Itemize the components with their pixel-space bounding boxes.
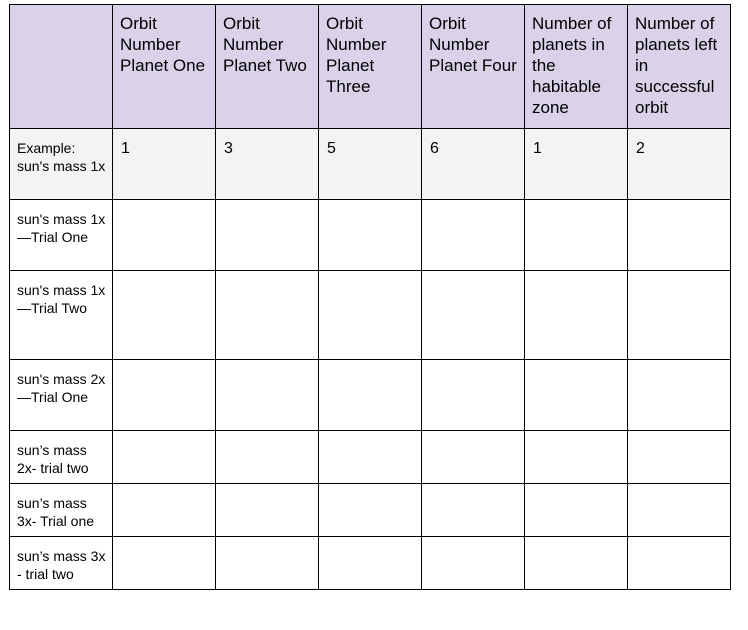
header-label: Number of planets left in successful orbit: [635, 14, 718, 117]
cell-value: [422, 360, 524, 370]
cell-value: [628, 431, 730, 441]
row-label: sun’s mass 3x- Trial one: [17, 495, 95, 529]
table-cell[interactable]: [113, 129, 216, 200]
cell-value: [628, 484, 730, 494]
cell-value: [113, 537, 215, 547]
row-label-cell: [10, 431, 113, 484]
header-cell-habitable-zone: [525, 5, 628, 129]
table-cell[interactable]: [319, 200, 422, 271]
table-cell[interactable]: [525, 537, 628, 590]
table-cell[interactable]: [216, 360, 319, 431]
header-label: Orbit Number Planet Three: [326, 14, 387, 96]
table-cell[interactable]: [628, 484, 731, 537]
table-cell[interactable]: [628, 537, 731, 590]
cell-value: 5: [327, 140, 336, 157]
data-table: [9, 4, 731, 590]
cell-value: [113, 431, 215, 441]
cell-value: [422, 484, 524, 494]
cell-value: 1: [121, 140, 130, 157]
header-cell-planet-one: [113, 5, 216, 129]
cell-value: [113, 360, 215, 370]
row-label: sun’s mass 2x- trial two: [17, 442, 89, 476]
table-cell[interactable]: [525, 271, 628, 360]
table-cell[interactable]: [216, 537, 319, 590]
cell-value: [216, 360, 318, 370]
table-row-trial: [10, 537, 731, 590]
header-row: [10, 5, 731, 129]
cell-value: [422, 431, 524, 441]
cell-value: [216, 484, 318, 494]
header-cell-blank: [10, 5, 113, 129]
cell-value: [422, 200, 524, 210]
cell-value: [525, 537, 627, 547]
header-label: Orbit Number Planet One: [120, 14, 206, 75]
cell-value: [628, 360, 730, 370]
cell-value: [628, 537, 730, 547]
table-row-trial: [10, 271, 731, 360]
header-cell-successful-orbit: [628, 5, 731, 129]
cell-value: [319, 431, 421, 441]
header-label: Orbit Number Planet Four: [429, 14, 517, 75]
table-cell[interactable]: [113, 360, 216, 431]
table-cell[interactable]: [319, 129, 422, 200]
table-row-trial: [10, 431, 731, 484]
table-cell[interactable]: [525, 129, 628, 200]
table-cell[interactable]: [628, 360, 731, 431]
cell-value: [113, 271, 215, 281]
table-cell[interactable]: [216, 271, 319, 360]
table-row-trial: [10, 200, 731, 271]
table-cell[interactable]: [216, 431, 319, 484]
cell-value: 2: [636, 140, 645, 157]
cell-value: [628, 271, 730, 281]
cell-value: [422, 271, 524, 281]
table-cell[interactable]: [422, 271, 525, 360]
cell-value: [628, 200, 730, 210]
table-cell[interactable]: [319, 360, 422, 431]
table-cell[interactable]: [525, 431, 628, 484]
cell-value: [113, 484, 215, 494]
table-row-example: [10, 129, 731, 200]
table-cell[interactable]: [628, 129, 731, 200]
table-row-trial: [10, 360, 731, 431]
header-label: Orbit Number Planet Two: [223, 14, 307, 75]
table-cell[interactable]: [422, 129, 525, 200]
table-cell[interactable]: [113, 484, 216, 537]
table-cell[interactable]: [113, 537, 216, 590]
table-cell[interactable]: [422, 360, 525, 431]
cell-value: [319, 360, 421, 370]
cell-value: [113, 200, 215, 210]
table-cell[interactable]: [319, 537, 422, 590]
header-label: Number of planets in the habitable zone: [532, 14, 612, 117]
cell-value: [525, 271, 627, 281]
row-label-cell: [10, 271, 113, 360]
row-label-cell: [10, 537, 113, 590]
row-label: sun's mass 1x—Trial Two: [17, 282, 106, 316]
table-cell[interactable]: [422, 537, 525, 590]
table-cell[interactable]: [422, 431, 525, 484]
row-label: sun’s mass 3x - trial two: [17, 548, 106, 582]
cell-value: 3: [224, 140, 233, 157]
table-cell[interactable]: [628, 431, 731, 484]
cell-value: [216, 271, 318, 281]
cell-value: [422, 537, 524, 547]
cell-value: [319, 537, 421, 547]
cell-value: [216, 200, 318, 210]
header-cell-planet-four: [422, 5, 525, 129]
cell-value: [319, 484, 421, 494]
table-cell[interactable]: [113, 271, 216, 360]
table-cell[interactable]: [422, 484, 525, 537]
table-cell[interactable]: [628, 271, 731, 360]
table-cell[interactable]: [113, 200, 216, 271]
cell-value: 6: [430, 140, 439, 157]
cell-value: 1: [533, 140, 542, 157]
row-label-cell: [10, 484, 113, 537]
cell-value: [216, 431, 318, 441]
row-label-cell: [10, 200, 113, 271]
header-cell-planet-three: [319, 5, 422, 129]
table-cell[interactable]: [525, 360, 628, 431]
row-label: sun's mass 1x—Trial One: [17, 211, 106, 245]
table-cell[interactable]: [525, 200, 628, 271]
table-cell[interactable]: [319, 484, 422, 537]
header-cell-planet-two: [216, 5, 319, 129]
table-cell[interactable]: [216, 129, 319, 200]
table-cell[interactable]: [422, 200, 525, 271]
cell-value: [319, 200, 421, 210]
cell-value: [525, 431, 627, 441]
cell-value: [319, 271, 421, 281]
table-cell[interactable]: [216, 200, 319, 271]
table-cell[interactable]: [113, 431, 216, 484]
table-cell[interactable]: [628, 200, 731, 271]
cell-value: [525, 360, 627, 370]
row-label-cell: [10, 360, 113, 431]
row-label-cell: [10, 129, 113, 200]
table-cell[interactable]: [319, 271, 422, 360]
cell-value: [525, 200, 627, 210]
cell-value: [525, 484, 627, 494]
cell-value: [216, 537, 318, 547]
table-cell[interactable]: [525, 484, 628, 537]
table-cell[interactable]: [216, 484, 319, 537]
row-label: sun's mass 2x—Trial One: [17, 371, 106, 405]
table-row-trial: [10, 484, 731, 537]
row-label: Example: sun's mass 1x: [17, 140, 106, 174]
table-cell[interactable]: [319, 431, 422, 484]
